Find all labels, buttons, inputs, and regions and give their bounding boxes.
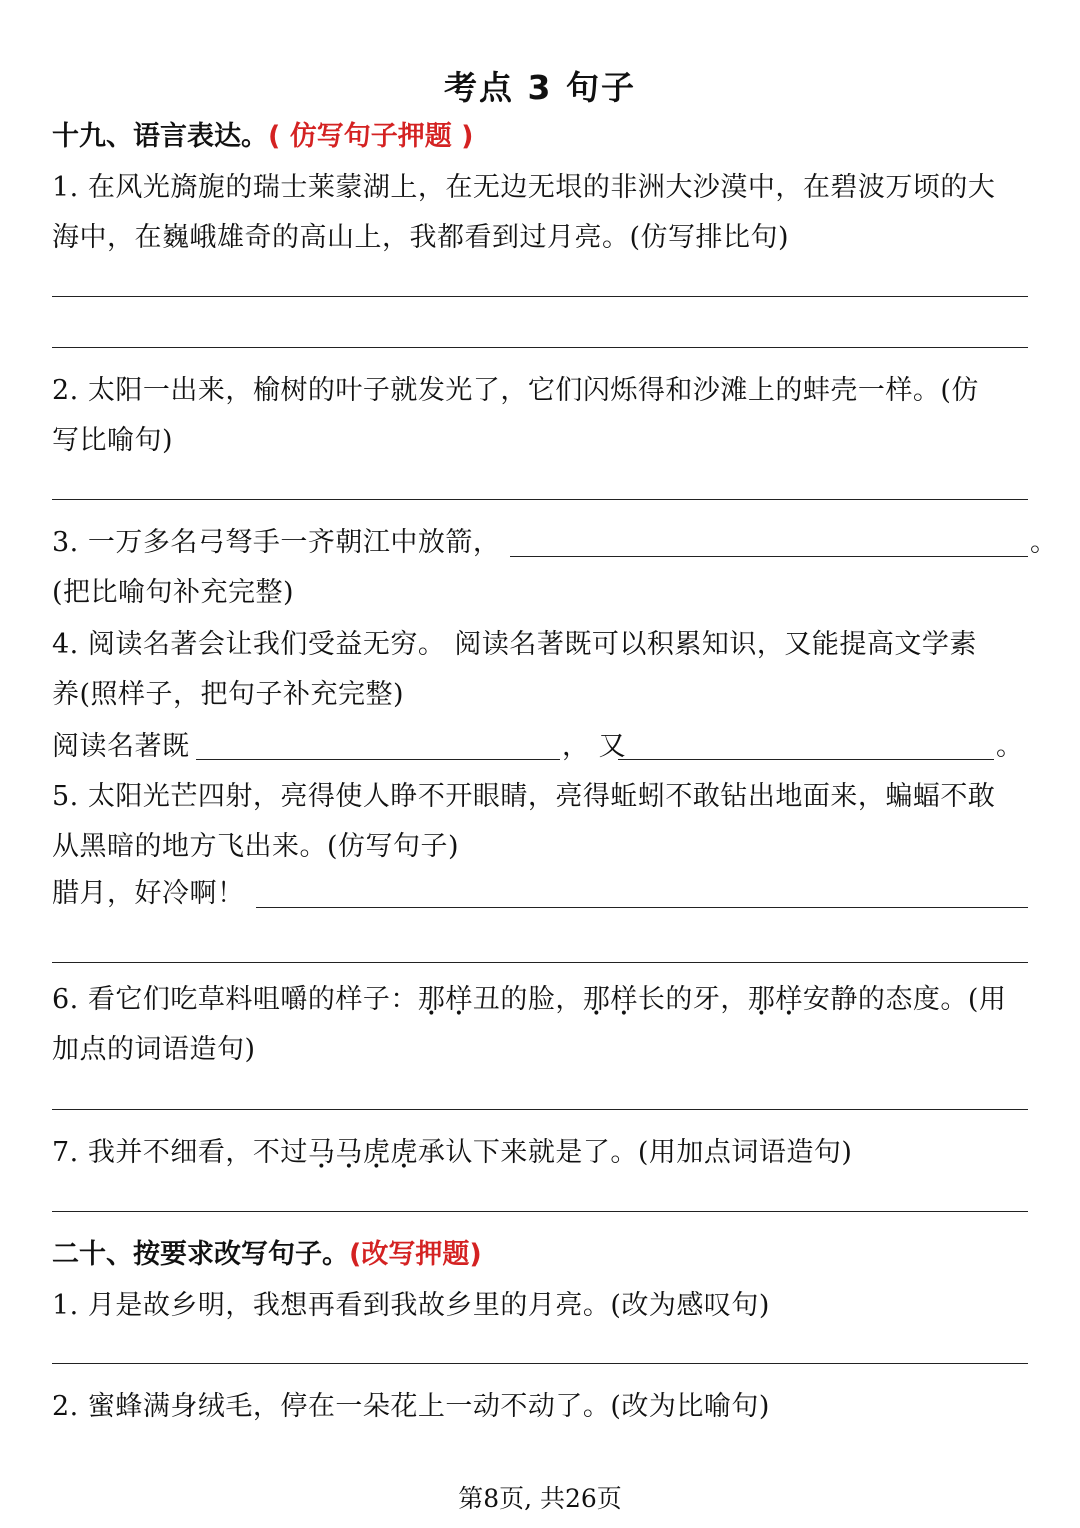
dotted-char: 样 [445,984,473,1015]
q6-text: 安静的态度。(用 [802,984,1007,1015]
dotted-char: 那 [417,984,446,1015]
q3-line1: 3. 一万多名弓弩手一齐朝江中放箭， [52,527,501,558]
section-19-tag: ( 仿写句子押题 ) [268,121,474,152]
answer-line[interactable] [52,296,1028,297]
dotted-char: 马 [335,1137,363,1168]
q7-dotted-word [308,1137,418,1168]
s20-q1-line1: 1. 月是故乡明，我想再看到我故乡里的月亮。(改为感叹句) [52,1290,770,1321]
dotted-char: 那 [747,984,776,1015]
answer-line[interactable] [52,1211,1028,1212]
q3-line2: (把比喻句补充完整) [52,577,295,608]
section-19-title: 十九、语言表达。 [52,121,268,152]
dotted-char: 马 [307,1137,336,1168]
q4-line2: 养(照样子，把句子补充完整) [52,679,405,710]
q1-line1: 1. 在风光旖旎的瑞士莱蒙湖上，在无边无垠的非洲大沙漠中，在碧波万顷的大 [52,172,996,203]
page-title: 考点 3 句子 [444,68,636,107]
answer-line[interactable] [52,1363,1028,1364]
answer-line[interactable] [52,347,1028,348]
q6-line2: 加点的词语造句) [52,1034,256,1065]
q1-line2: 海中，在巍峨雄奇的高山上，我都看到过月亮。(仿写排比句) [52,222,790,253]
answer-line[interactable] [52,1109,1028,1110]
section-20-heading [52,1240,482,1270]
dotted-char: 虎 [390,1137,418,1168]
answer-line[interactable] [52,499,1028,500]
q7-line1 [52,1138,852,1168]
q5-line1: 5. 太阳光芒四射，亮得使人睁不开眼睛，亮得蚯蚓不敢钻出地面来，蝙蝠不敢 [52,781,996,812]
answer-line[interactable] [256,907,1028,908]
s20-q2-line1: 2. 蜜蜂满身绒毛，停在一朵花上一动不动了。(改为比喻句) [52,1391,770,1422]
q3-end-mark: 。 [1030,527,1058,558]
q6-text: 6. 看它们吃草料咀嚼的样子： [52,984,418,1015]
q4-fill-prefix: 阅读名著既 [52,731,190,762]
dotted-char: 样 [775,984,803,1015]
q4-fill-end: 。 [996,731,1024,762]
dotted-char: 虎 [362,1137,391,1168]
answer-line[interactable] [52,962,1028,963]
q7-text: 承认下来就是了。(用加点词语造句) [417,1137,853,1168]
fill-blank-line[interactable] [618,759,994,760]
q6-text: 长的牙， [637,984,748,1015]
q2-line2: 写比喻句) [52,425,174,456]
page-footer: 第8页, 共26页 [458,1484,622,1513]
q4-fill-mid: ， 又 [562,731,627,762]
fill-blank-line[interactable] [510,556,1028,557]
section-20-tag: (改写押题) [349,1239,482,1270]
dotted-char: 那 [582,984,611,1015]
q7-text: 7. 我并不细看，不过 [52,1137,308,1168]
q2-line1: 2. 太阳一出来，榆树的叶子就发光了，它们闪烁得和沙滩上的蚌壳一样。(仿 [52,375,979,406]
q6-dotted-word [748,984,803,1015]
section-19-heading [52,122,473,152]
q6-dotted-word [583,984,638,1015]
fill-blank-line[interactable] [196,759,560,760]
q6-text: 丑的脸， [472,984,583,1015]
dotted-char: 样 [610,984,638,1015]
q6-line1 [52,985,1006,1015]
q5-prompt: 腊月，好冷啊！ [52,878,245,909]
section-20-title: 二十、按要求改写句子。 [52,1239,349,1270]
q4-line1: 4. 阅读名著会让我们受益无穷。 阅读名著既可以积累知识，又能提高文学素 [52,629,977,660]
q6-dotted-word [418,984,473,1015]
q5-line2: 从黑暗的地方飞出来。(仿写句子) [52,831,460,862]
